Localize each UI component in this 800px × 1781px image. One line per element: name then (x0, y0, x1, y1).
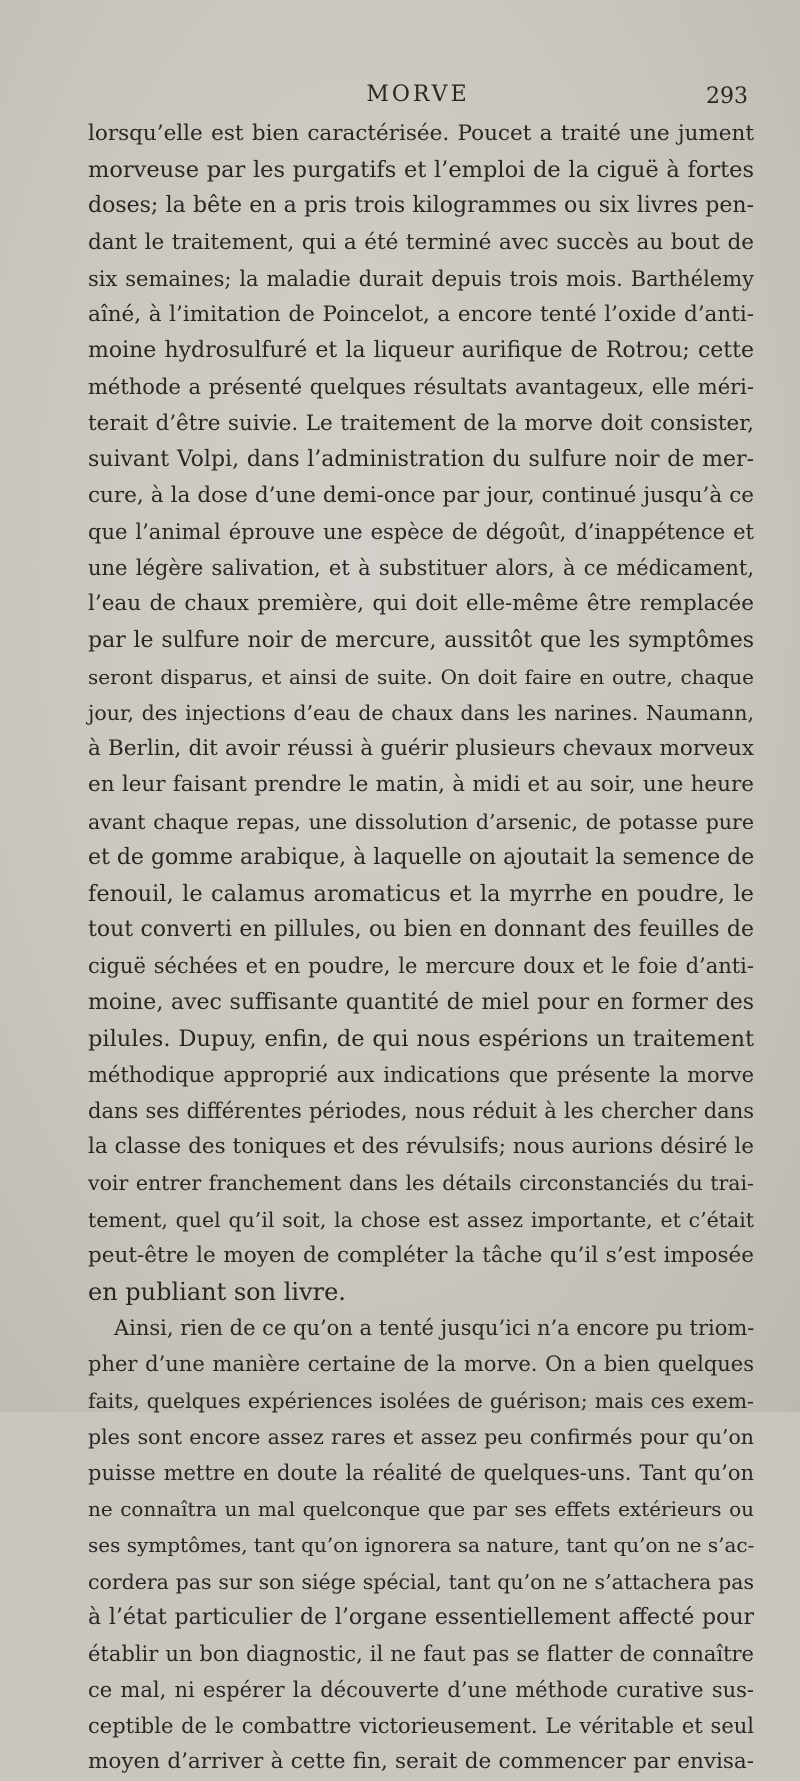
text-line: établir un bon diagnostic, il ne faut pas se flatter de connaître (88, 1641, 754, 1666)
text-line: Ainsi, rien de ce qu’on a tenté jusqu’ici n’a encore pu triom- (114, 1316, 755, 1341)
text-line: ce mal, ni espérer la découverte d’une méthode curative sus- (88, 1678, 754, 1703)
text-line: morveuse par les purgatifs et l’emploi de la ciguë à fortes (88, 157, 754, 184)
page-number: 293 (706, 84, 748, 109)
text-line: doses; la bête en a pris trois kilogrammes ou six livres pen- (88, 193, 754, 219)
text-line: pilules. Dupuy, enfin, de qui nous espérions un traitement (88, 1025, 754, 1052)
text-line: ciguë séchées et en poudre, le mercure doux et le foie d’anti- (88, 954, 754, 979)
text-line: ses symptômes, tant qu’on ignorera sa nature, tant qu’on ne s’ac- (88, 1533, 755, 1558)
text-line: peut-être le moyen de compléter la tâche qu’il s’est imposée (88, 1242, 754, 1268)
text-line: la classe des toniques et des révulsifs; nous aurions désiré le (88, 1134, 754, 1160)
text-line: seront disparus, et ainsi de suite. On doit faire en outre, chaque (88, 664, 754, 689)
text-line: ne connaîtra un mal quelconque que par ses effets extérieurs ou (88, 1497, 754, 1522)
text-line: ples sont encore assez rares et assez peu confirmés pour qu’on (88, 1424, 754, 1449)
text-line: avant chaque repas, une dissolution d’arsenic, de potasse pure (88, 809, 754, 834)
text-line: aîné, à l’imitation de Poincelot, a encore tenté l’oxide d’anti- (88, 301, 754, 327)
text-line: dans ses différentes périodes, nous réduit à les chercher dans (88, 1099, 754, 1124)
text-line: moine, avec suffisante quantité de miel pour en former des (88, 989, 754, 1015)
text-line: en publiant son livre. (88, 1278, 346, 1306)
text-line: suivant Volpi, dans l’administration du sulfure noir de mer- (88, 446, 754, 472)
text-line: l’eau de chaux première, qui doit elle-même être remplacée (88, 591, 754, 617)
text-line: jour, des injections d’eau de chaux dans les narines. Naumann, (88, 701, 754, 725)
text-line: une légère salivation, et à substituer alors, à ce médicament, (88, 556, 754, 581)
text-line: en leur faisant prendre le matin, à midi et au soir, une heure (88, 772, 754, 798)
text-line: méthode a présenté quelques résultats avantageux, elle méri- (88, 375, 754, 400)
text-line: à l’état particulier de l’organe essentiellement affecté pour (88, 1604, 754, 1630)
text-line: que l’animal éprouve une espèce de dégoût, d’inappétence et (88, 520, 754, 545)
text-line: moyen d’arriver à cette fin, serait de commencer par envisa- (88, 1749, 754, 1775)
text-line: pher d’une manière certaine de la morve. On a bien quelques (88, 1352, 754, 1377)
text-line: cordera pas sur son siége spécial, tant qu’on ne s’attachera pas (88, 1569, 754, 1594)
text-line: moine hydrosulfuré et la liqueur aurifique de Rotrou; cette (88, 338, 754, 364)
text-line: cure, à la dose d’une demi-once par jour, continué jusqu’à ce (88, 482, 754, 508)
text-line: six semaines; la maladie durait depuis trois mois. Barthélemy (88, 266, 754, 291)
text-line: voir entrer franchement dans les détails circonstanciés du trai- (88, 1171, 754, 1196)
text-line: dant le traitement, qui a été terminé avec succès au bout de (88, 229, 754, 255)
text-line: tement, quel qu’il soit, la chose est assez importante, et c’était (88, 1207, 754, 1232)
text-line: et de gomme arabique, à laquelle on ajoutait la semence de (88, 844, 755, 870)
body-text (88, 116, 754, 1781)
text-line: faits, quelques expériences isolées de guérison; mais ces exem- (88, 1388, 754, 1413)
text-line: par le sulfure noir de mercure, aussitôt que les symptômes (88, 627, 754, 653)
running-title: MORVE (366, 82, 470, 107)
text-line: lorsqu’elle est bien caractérisée. Poucet a traité une jument (88, 121, 754, 146)
text-line: à Berlin, dit avoir réussi à guérir plusieurs chevaux morveux (88, 736, 754, 762)
text-line: fenouil, le calamus aromaticus et la myrrhe en poudre, le (88, 880, 754, 907)
page-header (88, 82, 748, 118)
text-line: ceptible de le combattre victorieusement. Le véritable et seul (88, 1714, 754, 1739)
text-line: puisse mettre en doute la réalité de quelques-uns. Tant qu’on (88, 1460, 754, 1485)
text-line: tout converti en pillules, ou bien en donnant des feuilles de (88, 917, 754, 943)
text-line: terait d’être suivie. Le traitement de la morve doit consister, (88, 410, 754, 436)
text-line: méthodique approprié aux indications que présente la morve (88, 1062, 754, 1087)
